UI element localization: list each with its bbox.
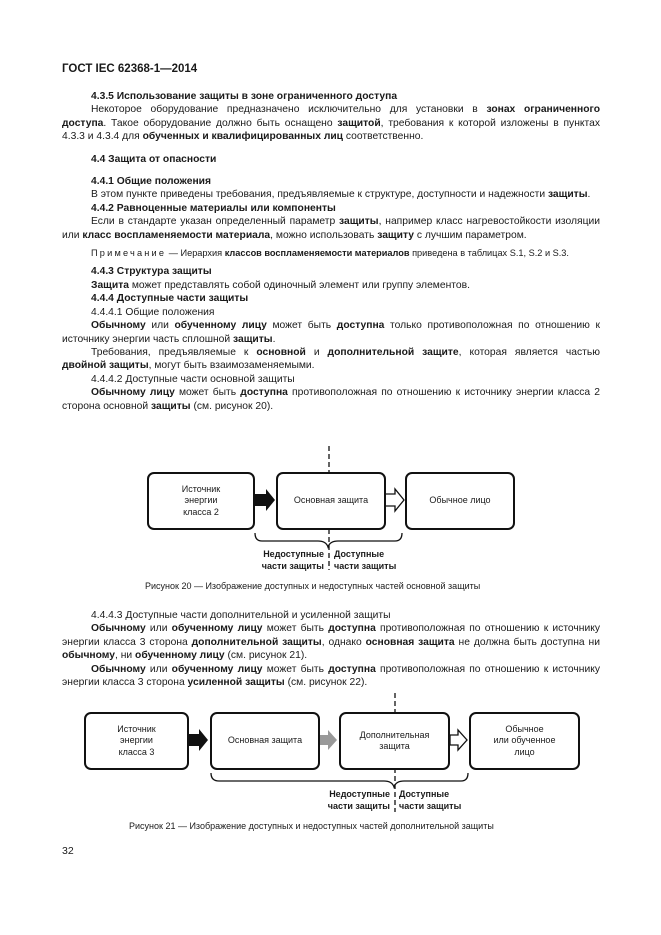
body-text xyxy=(62,90,600,413)
paragraph-4-4-4-1-a: Обычному или обученному лицу может быть доступна только противоположная по отношению к источнику энергии часть сплошной защиты. xyxy=(62,320,601,345)
section-title-4-4-4: 4.4.4 Доступные части защиты xyxy=(91,293,249,305)
section-title-4-4-3: 4.4.3 Структура защиты xyxy=(91,266,212,278)
supplementary-safeguard-box: Дополнительная защита xyxy=(339,712,450,770)
figure-20-caption: Рисунок 20 — Изображение доступных и недоступных частей основной защиты xyxy=(145,581,481,591)
paragraph-4-4-2: Если в стандарте указан определенный параметр защиты, например класс нагревостойкости изоляции или класс воспламеняемости материала, можно использовать защиту с лучшим параметром. xyxy=(62,216,600,241)
body-text-2 xyxy=(62,609,600,689)
section-title-4-4-4-1: 4.4.4.1 Общие положения xyxy=(91,306,215,318)
section-title-4-3-5: 4.3.5 Использование защиты в зоне ограниченного доступа xyxy=(91,91,398,102)
energy-source-class-2-box: Источник энергии класса 2 xyxy=(147,472,255,530)
section-title-4-4-4-2: 4.4.4.2 Доступные части основной защиты xyxy=(91,373,295,385)
section-title-4-4-2: 4.4.2 Равноценные материалы или компоненты xyxy=(91,202,336,214)
paragraph-4-4-4-2: Обычному лицу может быть доступна противоположная по отношению к источнику энергии класса 2 сторона основной защиты (см. рисунок 20). xyxy=(62,387,601,412)
paragraph-4-4-4-3-a: Обычному или обученному лицу может быть доступна противоположная по отношению к источнику энергии класса 3 сторона дополнительной защиты, однако основная защита не должна быть доступна ни обычному, ни обученному лицу (см. рисунок 21). xyxy=(62,623,600,662)
paragraph-4-4-4-1-b: Требования, предъявляемые к основной и дополнительной защите, которая является частью двойной защиты, могут быть взаимозаменяемыми. xyxy=(62,346,600,372)
basic-safeguard-box: Основная защита xyxy=(276,472,386,530)
section-title-4-4-1: 4.4.1 Общие положения xyxy=(91,176,211,188)
figure-21-caption: Рисунок 21 — Изображение доступных и недоступных частей дополнительной защиты xyxy=(129,821,494,831)
note-4-4-2: Примечание — Иерархия классов воспламеняемости материалов приведена в таблицах S.1, S.2 и S.3. xyxy=(91,248,569,259)
inaccessible-parts-label: Недоступные части защиты xyxy=(261,549,324,571)
section-title-4-4: 4.4 Защита от опасности xyxy=(91,153,217,165)
document-header: ГОСТ IEC 62368-1—2014 xyxy=(62,63,198,75)
accessible-parts-label-2: Доступные части защиты xyxy=(399,789,462,811)
paragraph-4-4-4-3-b: Обычному или обученному лицу может быть доступна противоположная по отношению к источнику энергии класса 3 сторона усиленной защиты (см. рисунок 22). xyxy=(62,663,600,689)
basic-safeguard-box-2: Основная защита xyxy=(210,712,320,770)
paragraph-4-4-3: Защита может представлять собой одиночный элемент или группу элементов. xyxy=(91,279,470,291)
inaccessible-parts-label-2: Недоступные части защиты xyxy=(327,789,390,811)
accessible-parts-label: Доступные части защиты xyxy=(334,549,397,571)
page-number: 32 xyxy=(62,845,74,857)
paragraph-4-4-1: В этом пункте приведены требования, предъявляемые к структуре, доступности и надежности защиты. xyxy=(91,189,591,201)
paragraph-4-3-5: Некоторое оборудование предназначено исключительно для установки в зонах ограниченного доступа. Такое оборудование должно быть оснащено защитой, требования к которой изложены в пунктах 4.3.3 и 4.3.4 для обученных и квалифицированных лиц соответственно. xyxy=(62,104,600,143)
ordinary-or-instructed-person-box: Обычное или обученное лицо xyxy=(469,712,580,770)
energy-source-class-3-box: Источник энергии класса 3 xyxy=(84,712,189,770)
ordinary-person-box: Обычное лицо xyxy=(405,472,515,530)
section-title-4-4-4-3: 4.4.4.3 Доступные части дополнительной и усиленной защиты xyxy=(91,610,391,621)
